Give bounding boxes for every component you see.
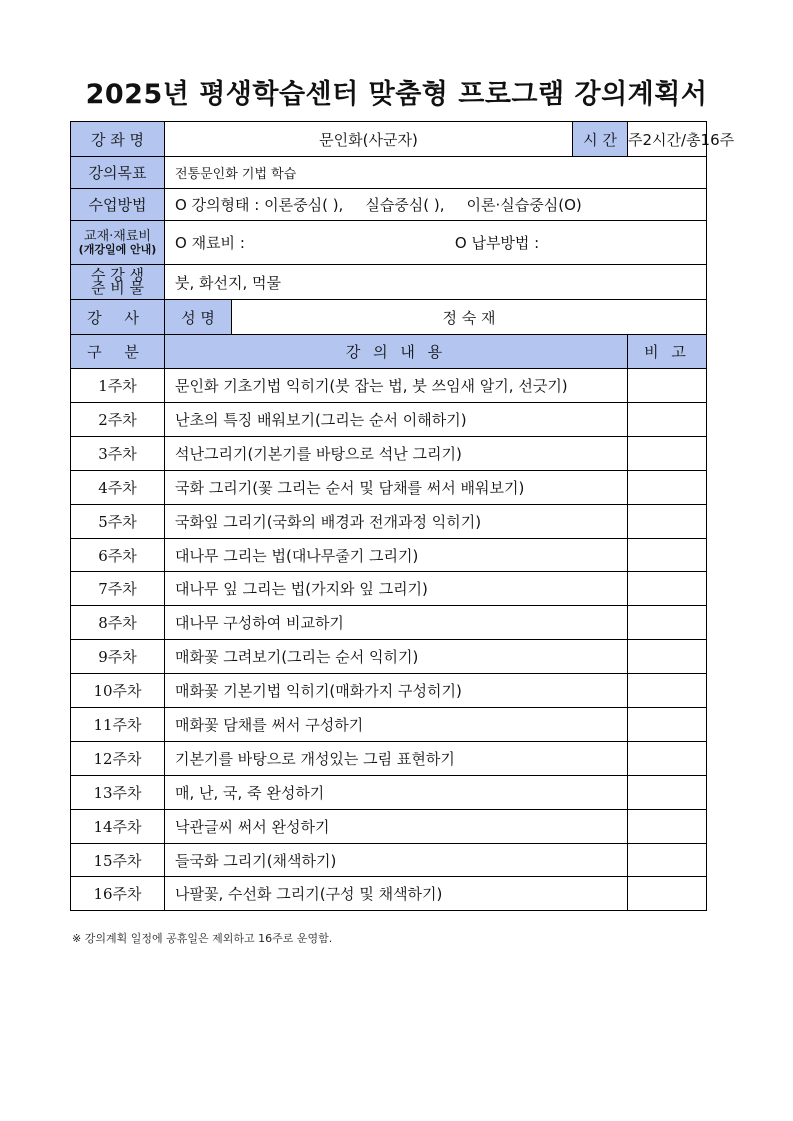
week-remark (628, 504, 707, 538)
week-remark (628, 640, 707, 674)
method-label: 수업방법 (71, 189, 165, 221)
week-label: 1주차 (71, 369, 165, 403)
objective-label: 강의목표 (71, 157, 165, 189)
week-remark (628, 809, 707, 843)
method-both: 이론·실습중심(O) (466, 196, 582, 214)
week-label: 13주차 (71, 775, 165, 809)
week-content: 기본기를 바탕으로 개성있는 그림 표현하기 (165, 741, 628, 775)
supplies-label-line1: 수 강 생 (90, 266, 144, 284)
week-row (71, 708, 707, 742)
method-lecture-type: O 강의형태 : 이론중심( ), (175, 196, 344, 214)
week-row (71, 403, 707, 437)
week-label: 9주차 (71, 640, 165, 674)
supplies-label (71, 265, 165, 300)
material-row (71, 221, 707, 265)
week-remark (628, 674, 707, 708)
method-value (165, 189, 707, 221)
week-content: 나팔꽃, 수선화 그리기(구성 및 채색하기) (165, 877, 628, 911)
material-label-line2: (개강일에 안내) (78, 242, 157, 256)
week-remark (628, 775, 707, 809)
week-label: 8주차 (71, 606, 165, 640)
week-row (71, 809, 707, 843)
week-row (71, 843, 707, 877)
week-label: 16주차 (71, 877, 165, 911)
page-title: 2025년 평생학습센터 맞춤형 프로그램 강의계획서 (85, 79, 708, 110)
week-content: 국화잎 그리기(국화의 배경과 전개과정 익히기) (165, 504, 628, 538)
week-remark (628, 369, 707, 403)
week-remark (628, 877, 707, 911)
supplies-label-line2: 준 비 물 (90, 279, 144, 297)
week-content: 매화꽃 담채를 써서 구성하기 (165, 708, 628, 742)
week-content: 대나무 그리는 법(대나무줄기 그리기) (165, 538, 628, 572)
week-row (71, 640, 707, 674)
objective-value: 전통문인화 기법 학습 (165, 157, 707, 189)
week-content: 매화꽃 그려보기(그리는 순서 익히기) (165, 640, 628, 674)
week-remark (628, 741, 707, 775)
week-content: 들국화 그리기(채색하기) (165, 843, 628, 877)
week-remark (628, 572, 707, 606)
week-label: 15주차 (71, 843, 165, 877)
time-value: 주2시간/총16주 (628, 122, 707, 157)
week-content: 대나무 구성하여 비교하기 (165, 606, 628, 640)
week-remark (628, 708, 707, 742)
week-remark (628, 606, 707, 640)
week-label: 12주차 (71, 741, 165, 775)
supplies-row (71, 265, 707, 300)
week-row (71, 538, 707, 572)
content-header: 강 의 내 용 (165, 335, 628, 369)
footnote: ※ 강의계획 일정에 공휴일은 제외하고 16주로 운영함. (72, 932, 333, 945)
instructor-row (71, 300, 707, 335)
week-label: 4주차 (71, 470, 165, 504)
course-name-value: 문인화(사군자) (165, 122, 573, 157)
week-label: 11주차 (71, 708, 165, 742)
week-label: 5주차 (71, 504, 165, 538)
week-row (71, 369, 707, 403)
week-row (71, 606, 707, 640)
week-content: 대나무 잎 그리는 법(가지와 잎 그리기) (165, 572, 628, 606)
week-remark (628, 538, 707, 572)
week-remark (628, 843, 707, 877)
schedule-header-row (71, 335, 707, 369)
week-remark (628, 436, 707, 470)
week-remark (628, 470, 707, 504)
material-fee: O 재료비 : (175, 234, 245, 252)
week-content: 낙관글씨 써서 완성하기 (165, 809, 628, 843)
method-practice: 실습중심( ), (365, 196, 445, 214)
material-value (165, 221, 707, 265)
week-content: 문인화 기초기법 익히기(붓 잡는 법, 붓 쓰임새 알기, 선긋기) (165, 369, 628, 403)
material-label (71, 221, 165, 265)
week-label: 2주차 (71, 403, 165, 437)
time-label: 시 간 (573, 122, 628, 157)
week-label: 10주차 (71, 674, 165, 708)
week-remark (628, 403, 707, 437)
week-content: 매, 난, 국, 죽 완성하기 (165, 775, 628, 809)
week-row (71, 775, 707, 809)
course-name-label: 강 좌 명 (71, 122, 165, 157)
payment-method: O 납부방법 : (454, 234, 540, 252)
objective-row (71, 157, 707, 189)
supplies-value: 붓, 화선지, 먹물 (165, 265, 707, 300)
week-content: 매화꽃 기본기법 익히기(매화가지 구성히기) (165, 674, 628, 708)
week-row (71, 436, 707, 470)
week-row (71, 674, 707, 708)
remarks-header: 비 고 (628, 335, 707, 369)
week-row (71, 470, 707, 504)
week-label: 14주차 (71, 809, 165, 843)
division-header: 구 분 (71, 335, 165, 369)
week-content: 난초의 특징 배워보기(그리는 순서 이해하기) (165, 403, 628, 437)
week-label: 6주차 (71, 538, 165, 572)
lecture-plan-table (70, 121, 735, 911)
week-row (71, 741, 707, 775)
week-label: 3주차 (71, 436, 165, 470)
week-row (71, 572, 707, 606)
method-row (71, 189, 707, 221)
instructor-name-value: 정 숙 재 (232, 300, 707, 335)
course-name-row (71, 122, 707, 157)
material-label-line1: 교재·재료비 (84, 228, 151, 244)
week-row (71, 504, 707, 538)
instructor-label: 강 사 (71, 300, 165, 335)
week-row (71, 877, 707, 911)
week-content: 석난그리기(기본기를 바탕으로 석난 그리기) (165, 436, 628, 470)
instructor-name-label: 성 명 (165, 300, 232, 335)
week-label: 7주차 (71, 572, 165, 606)
week-content: 국화 그리기(꽃 그리는 순서 및 담채를 써서 배워보기) (165, 470, 628, 504)
